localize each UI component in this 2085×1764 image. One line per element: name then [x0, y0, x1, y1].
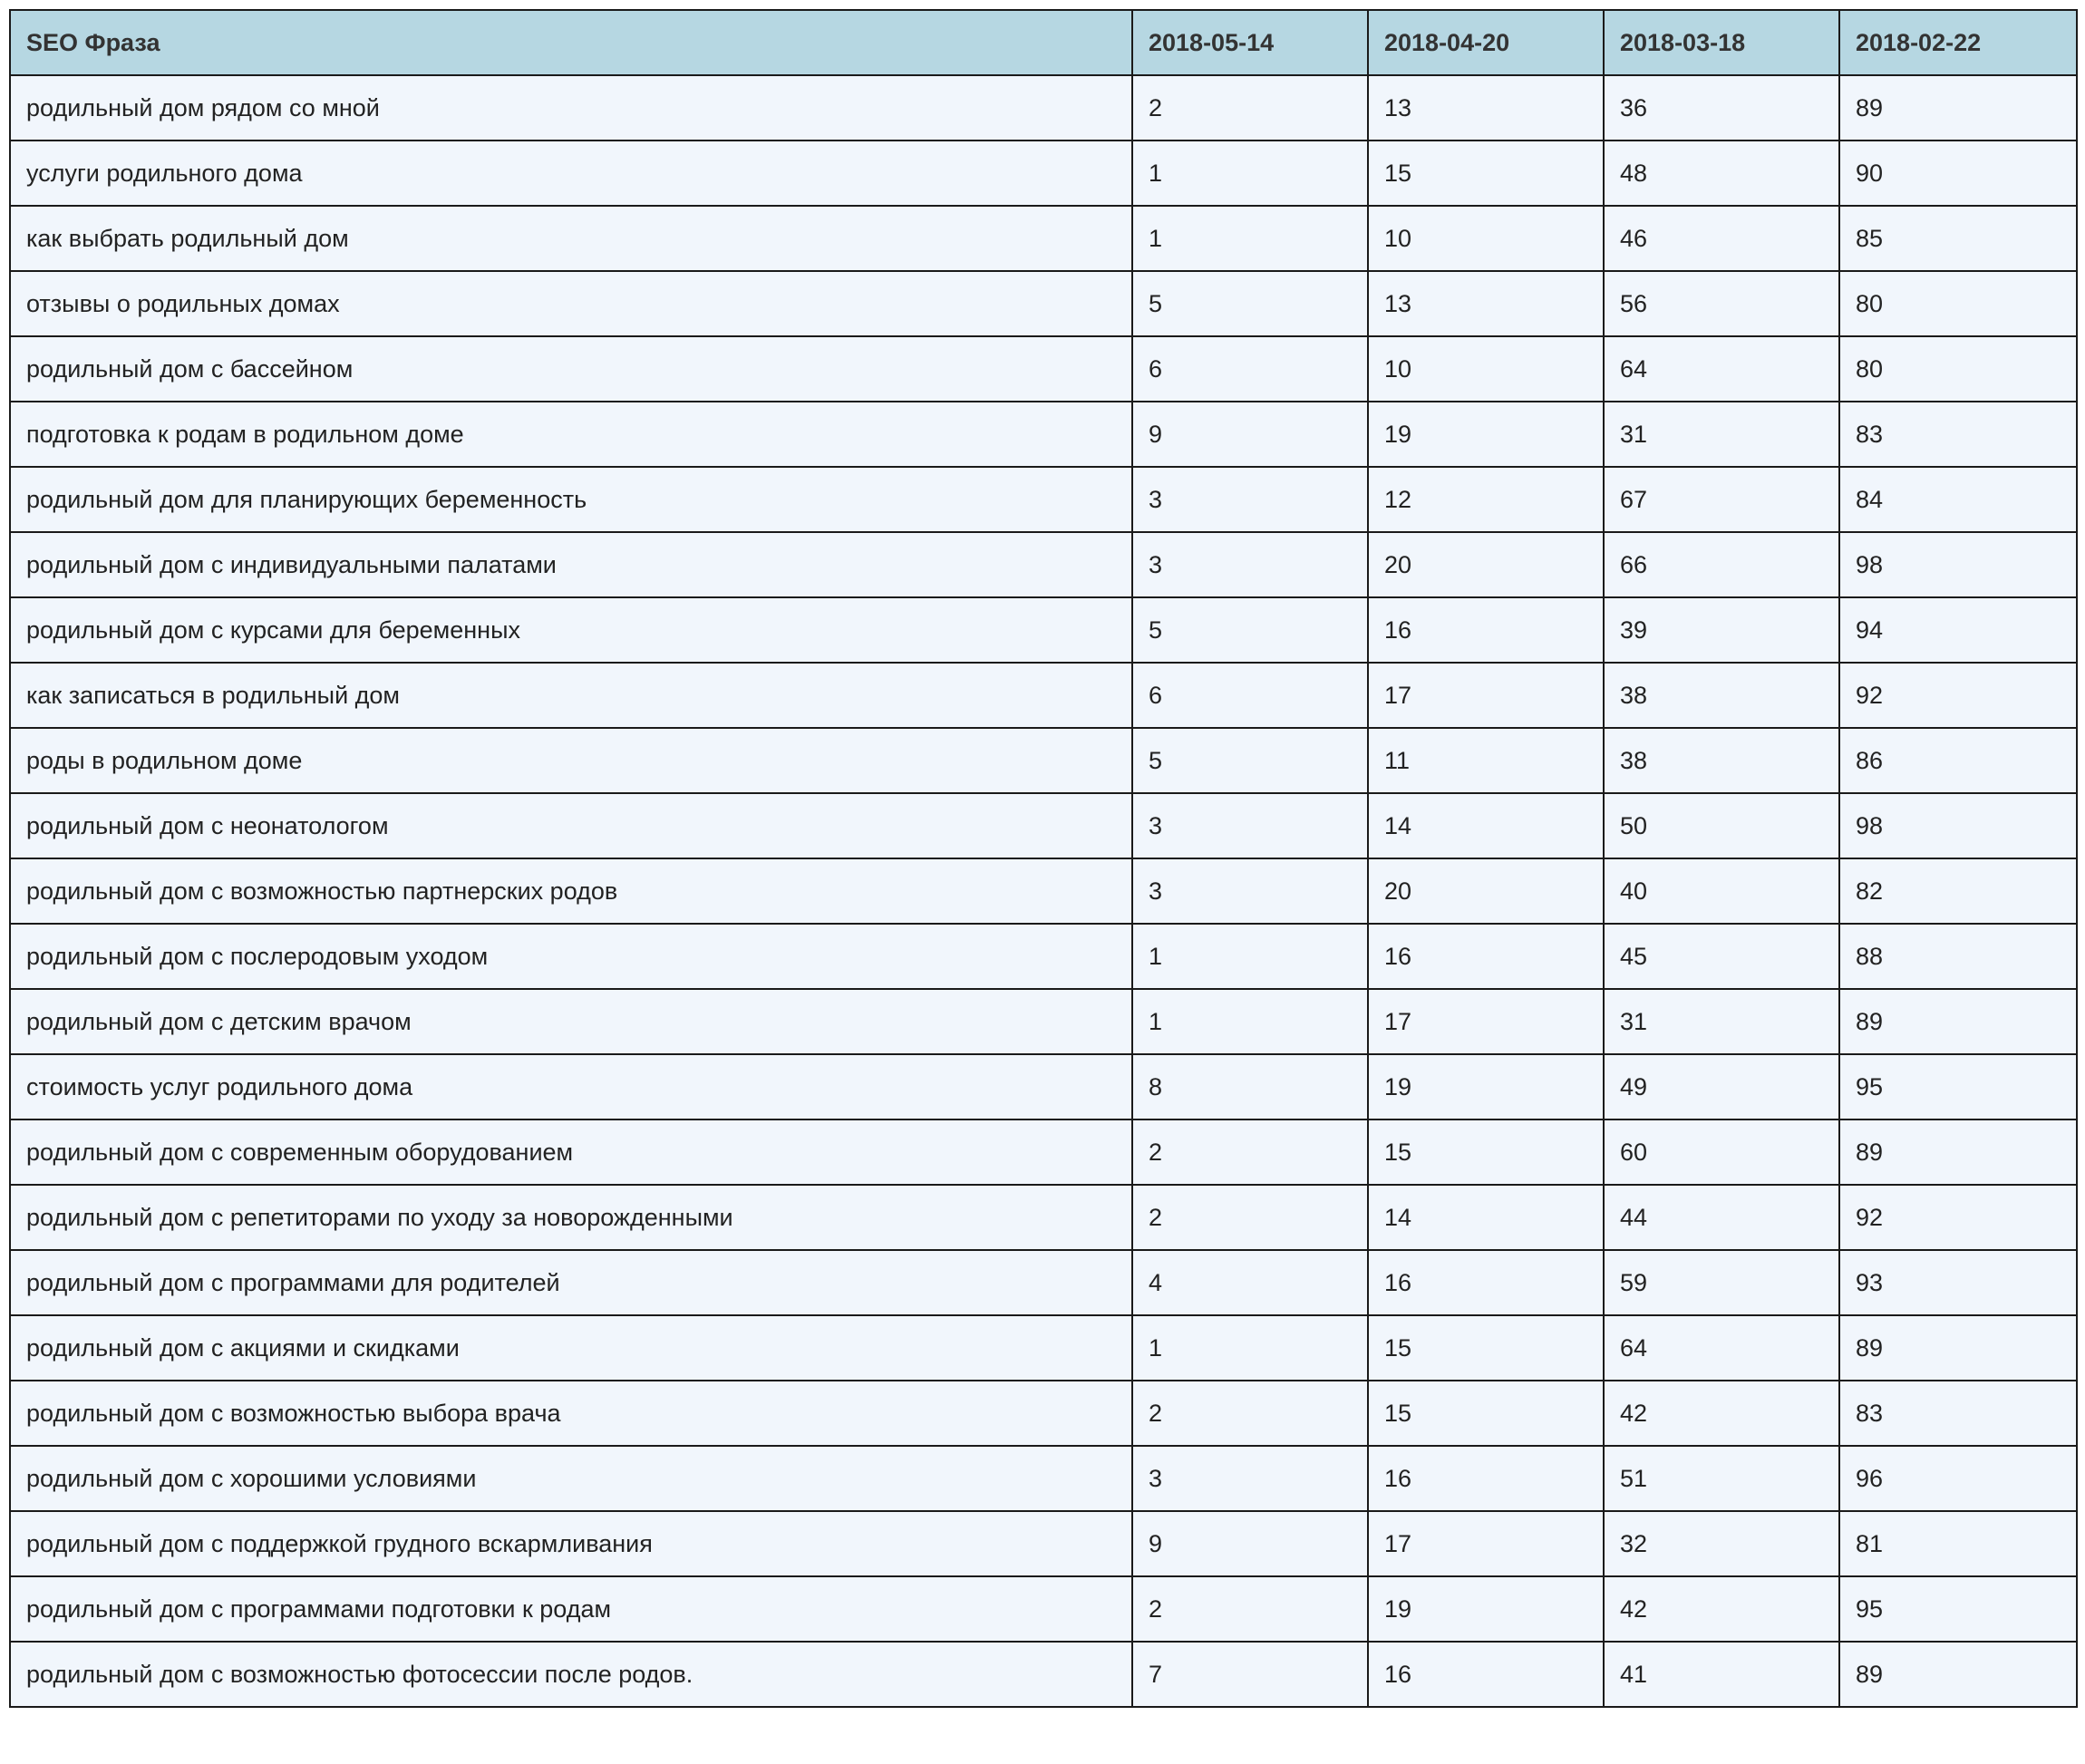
cell-seo-phrase: родильный дом с программами для родителей: [10, 1250, 1132, 1315]
table-row: [10, 663, 2077, 728]
cell-date-2: 16: [1368, 1250, 1604, 1315]
table-row: [10, 1315, 2077, 1381]
cell-date-1: 7: [1132, 1642, 1368, 1707]
cell-date-1: 3: [1132, 793, 1368, 858]
table-row: [10, 1250, 2077, 1315]
cell-date-2: 16: [1368, 597, 1604, 663]
cell-date-4: 89: [1839, 1315, 2077, 1381]
cell-date-3: 32: [1604, 1511, 1839, 1576]
cell-date-1: 1: [1132, 924, 1368, 989]
cell-date-4: 93: [1839, 1250, 2077, 1315]
table-row: [10, 1446, 2077, 1511]
cell-date-4: 89: [1839, 989, 2077, 1054]
cell-date-1: 2: [1132, 1576, 1368, 1642]
cell-date-2: 15: [1368, 1119, 1604, 1185]
table-row: [10, 75, 2077, 141]
cell-date-4: 86: [1839, 728, 2077, 793]
table-row: [10, 793, 2077, 858]
table-row: [10, 924, 2077, 989]
cell-date-1: 5: [1132, 728, 1368, 793]
cell-date-4: 96: [1839, 1446, 2077, 1511]
table-row: [10, 597, 2077, 663]
table-row: [10, 141, 2077, 206]
cell-seo-phrase: родильный дом с хорошими условиями: [10, 1446, 1132, 1511]
table-row: [10, 1642, 2077, 1707]
cell-date-1: 1: [1132, 206, 1368, 271]
cell-date-3: 36: [1604, 75, 1839, 141]
header-date-2018-05-14: 2018-05-14: [1132, 10, 1368, 75]
cell-date-1: 2: [1132, 1185, 1368, 1250]
cell-date-2: 17: [1368, 663, 1604, 728]
cell-date-2: 19: [1368, 1054, 1604, 1119]
cell-seo-phrase: родильный дом с индивидуальными палатами: [10, 532, 1132, 597]
cell-date-4: 92: [1839, 1185, 2077, 1250]
cell-date-2: 12: [1368, 467, 1604, 532]
cell-date-1: 4: [1132, 1250, 1368, 1315]
cell-date-3: 67: [1604, 467, 1839, 532]
cell-date-2: 20: [1368, 858, 1604, 924]
header-date-2018-04-20: 2018-04-20: [1368, 10, 1604, 75]
cell-date-2: 10: [1368, 206, 1604, 271]
cell-date-3: 64: [1604, 1315, 1839, 1381]
cell-date-4: 88: [1839, 924, 2077, 989]
cell-date-3: 60: [1604, 1119, 1839, 1185]
cell-date-2: 13: [1368, 271, 1604, 336]
cell-date-1: 2: [1132, 1381, 1368, 1446]
header-date-2018-02-22: 2018-02-22: [1839, 10, 2077, 75]
table-row: [10, 336, 2077, 402]
cell-date-1: 3: [1132, 467, 1368, 532]
cell-seo-phrase: родильный дом с бассейном: [10, 336, 1132, 402]
cell-date-2: 19: [1368, 1576, 1604, 1642]
cell-date-1: 1: [1132, 141, 1368, 206]
cell-seo-phrase: родильный дом с возможностью выбора врача: [10, 1381, 1132, 1446]
cell-seo-phrase: родильный дом для планирующих беременность: [10, 467, 1132, 532]
table-row: [10, 532, 2077, 597]
cell-date-1: 2: [1132, 1119, 1368, 1185]
cell-date-3: 41: [1604, 1642, 1839, 1707]
cell-date-3: 39: [1604, 597, 1839, 663]
cell-seo-phrase: родильный дом с акциями и скидками: [10, 1315, 1132, 1381]
cell-seo-phrase: родильный дом с детским врачом: [10, 989, 1132, 1054]
cell-date-2: 10: [1368, 336, 1604, 402]
cell-date-4: 84: [1839, 467, 2077, 532]
cell-date-3: 38: [1604, 728, 1839, 793]
cell-date-1: 3: [1132, 1446, 1368, 1511]
cell-date-1: 8: [1132, 1054, 1368, 1119]
cell-date-4: 98: [1839, 532, 2077, 597]
cell-date-3: 56: [1604, 271, 1839, 336]
cell-date-3: 42: [1604, 1381, 1839, 1446]
cell-date-4: 98: [1839, 793, 2077, 858]
cell-date-1: 3: [1132, 858, 1368, 924]
cell-date-4: 89: [1839, 1119, 2077, 1185]
cell-date-2: 15: [1368, 141, 1604, 206]
cell-seo-phrase: родильный дом с программами подготовки к родам: [10, 1576, 1132, 1642]
cell-date-3: 51: [1604, 1446, 1839, 1511]
cell-date-2: 14: [1368, 793, 1604, 858]
cell-date-2: 15: [1368, 1381, 1604, 1446]
cell-date-4: 89: [1839, 1642, 2077, 1707]
cell-date-3: 44: [1604, 1185, 1839, 1250]
cell-date-1: 9: [1132, 1511, 1368, 1576]
cell-date-2: 14: [1368, 1185, 1604, 1250]
cell-seo-phrase: отзывы о родильных домах: [10, 271, 1132, 336]
table-row: [10, 858, 2077, 924]
cell-date-4: 95: [1839, 1054, 2077, 1119]
cell-seo-phrase: родильный дом с возможностью партнерских родов: [10, 858, 1132, 924]
cell-date-3: 31: [1604, 402, 1839, 467]
cell-seo-phrase: родильный дом с неонатологом: [10, 793, 1132, 858]
cell-date-2: 16: [1368, 1446, 1604, 1511]
cell-date-2: 20: [1368, 532, 1604, 597]
table-row: [10, 206, 2077, 271]
table-body: [10, 75, 2077, 1707]
header-seo-phrase: SEO Фраза: [10, 10, 1132, 75]
cell-seo-phrase: как записаться в родильный дом: [10, 663, 1132, 728]
cell-seo-phrase: родильный дом рядом со мной: [10, 75, 1132, 141]
cell-date-2: 17: [1368, 1511, 1604, 1576]
table-row: [10, 1119, 2077, 1185]
cell-date-1: 5: [1132, 597, 1368, 663]
cell-date-3: 38: [1604, 663, 1839, 728]
cell-date-4: 80: [1839, 336, 2077, 402]
cell-seo-phrase: родильный дом с современным оборудованием: [10, 1119, 1132, 1185]
cell-date-2: 13: [1368, 75, 1604, 141]
cell-date-4: 83: [1839, 1381, 2077, 1446]
cell-date-1: 1: [1132, 989, 1368, 1054]
cell-seo-phrase: стоимость услуг родильного дома: [10, 1054, 1132, 1119]
cell-seo-phrase: родильный дом с курсами для беременных: [10, 597, 1132, 663]
cell-date-1: 2: [1132, 75, 1368, 141]
cell-date-3: 42: [1604, 1576, 1839, 1642]
table-row: [10, 1511, 2077, 1576]
header-date-2018-03-18: 2018-03-18: [1604, 10, 1839, 75]
cell-date-4: 90: [1839, 141, 2077, 206]
cell-date-2: 15: [1368, 1315, 1604, 1381]
cell-seo-phrase: родильный дом с послеродовым уходом: [10, 924, 1132, 989]
table-row: [10, 402, 2077, 467]
cell-date-2: 17: [1368, 989, 1604, 1054]
cell-date-4: 92: [1839, 663, 2077, 728]
table-row: [10, 728, 2077, 793]
cell-date-4: 80: [1839, 271, 2077, 336]
cell-seo-phrase: услуги родильного дома: [10, 141, 1132, 206]
cell-date-3: 66: [1604, 532, 1839, 597]
cell-date-2: 11: [1368, 728, 1604, 793]
cell-date-3: 31: [1604, 989, 1839, 1054]
table-row: [10, 1185, 2077, 1250]
table-row: [10, 1576, 2077, 1642]
cell-date-2: 16: [1368, 924, 1604, 989]
cell-date-1: 6: [1132, 336, 1368, 402]
cell-seo-phrase: родильный дом с возможностью фотосессии после родов.: [10, 1642, 1132, 1707]
cell-date-2: 16: [1368, 1642, 1604, 1707]
cell-seo-phrase: родильный дом с поддержкой грудного вскармливания: [10, 1511, 1132, 1576]
table-row: [10, 1054, 2077, 1119]
cell-seo-phrase: как выбрать родильный дом: [10, 206, 1132, 271]
cell-date-1: 6: [1132, 663, 1368, 728]
table-header: [10, 10, 2077, 75]
cell-date-3: 45: [1604, 924, 1839, 989]
cell-date-1: 1: [1132, 1315, 1368, 1381]
cell-date-3: 46: [1604, 206, 1839, 271]
cell-date-4: 83: [1839, 402, 2077, 467]
table-row: [10, 271, 2077, 336]
cell-seo-phrase: родильный дом с репетиторами по уходу за новорожденными: [10, 1185, 1132, 1250]
cell-date-4: 81: [1839, 1511, 2077, 1576]
cell-date-3: 59: [1604, 1250, 1839, 1315]
cell-date-4: 82: [1839, 858, 2077, 924]
cell-date-4: 85: [1839, 206, 2077, 271]
seo-phrase-table: [9, 9, 2078, 1708]
table-row: [10, 1381, 2077, 1446]
table-container: [9, 9, 2078, 1708]
cell-date-3: 64: [1604, 336, 1839, 402]
cell-date-1: 9: [1132, 402, 1368, 467]
cell-date-4: 95: [1839, 1576, 2077, 1642]
cell-date-3: 40: [1604, 858, 1839, 924]
cell-date-2: 19: [1368, 402, 1604, 467]
cell-seo-phrase: роды в родильном доме: [10, 728, 1132, 793]
cell-date-3: 48: [1604, 141, 1839, 206]
table-row: [10, 989, 2077, 1054]
cell-date-4: 94: [1839, 597, 2077, 663]
table-row: [10, 467, 2077, 532]
cell-date-1: 3: [1132, 532, 1368, 597]
cell-date-4: 89: [1839, 75, 2077, 141]
cell-date-1: 5: [1132, 271, 1368, 336]
cell-date-3: 49: [1604, 1054, 1839, 1119]
cell-date-3: 50: [1604, 793, 1839, 858]
cell-seo-phrase: подготовка к родам в родильном доме: [10, 402, 1132, 467]
header-row: [10, 10, 2077, 75]
